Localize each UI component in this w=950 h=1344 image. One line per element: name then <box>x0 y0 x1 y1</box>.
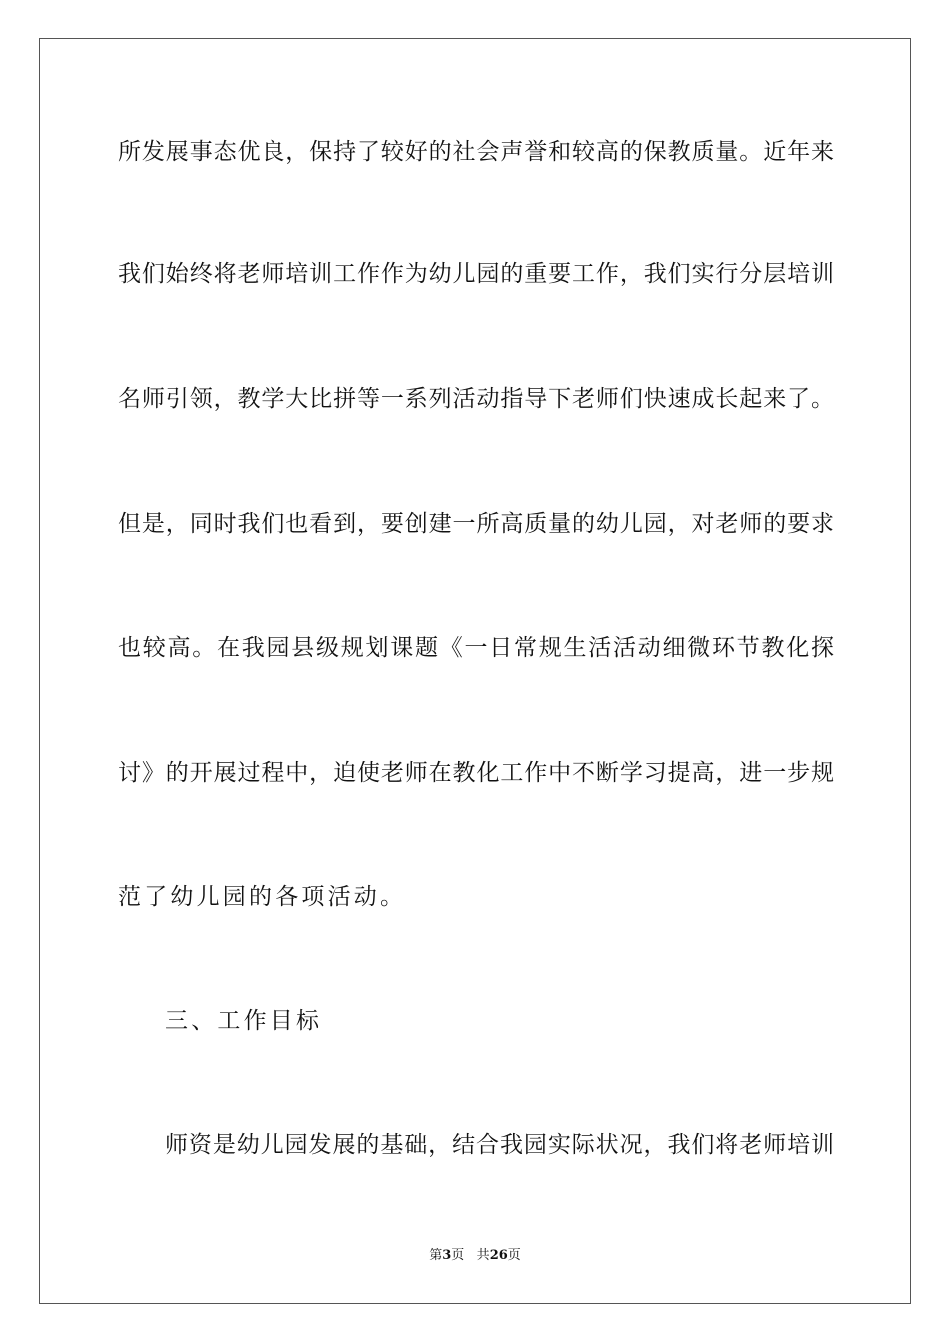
footer-page-prefix: 第 <box>429 1248 443 1263</box>
body-line-5: 也较高。在我园县级规划课题《一日常规生活活动细微环节教化探 <box>118 635 834 661</box>
footer-page-suffix: 页 <box>451 1248 465 1263</box>
body-line-6: 讨》的开展过程中，迫使老师在教化工作中不断学习提高，进一步规 <box>118 760 834 786</box>
page-footer <box>0 1247 950 1265</box>
body-line-3: 名师引领，教学大比拼等一系列活动指导下老师们快速成长起来了。 <box>118 386 834 412</box>
body-line-4: 但是，同时我们也看到，要创建一所高质量的幼儿园，对老师的要求 <box>118 511 834 537</box>
footer-page-number: 3 <box>442 1248 452 1263</box>
footer-total-suffix: 页 <box>507 1248 521 1263</box>
body-line-1: 所发展事态优良，保持了较好的社会声誉和较高的保教质量。近年来 <box>118 139 834 165</box>
page-border <box>39 38 911 1304</box>
section-heading: 三、工作目标 <box>165 1008 323 1034</box>
body-line-7: 范了幼儿园的各项活动。 <box>118 884 407 910</box>
paragraph-start: 师资是幼儿园发展的基础，结合我园实际状况，我们将老师培训 <box>165 1132 834 1158</box>
body-line-2: 我们始终将老师培训工作作为幼儿园的重要工作，我们实行分层培训 <box>118 261 834 287</box>
footer-total-prefix: 共 <box>476 1248 490 1263</box>
footer-total-pages: 26 <box>489 1248 508 1263</box>
